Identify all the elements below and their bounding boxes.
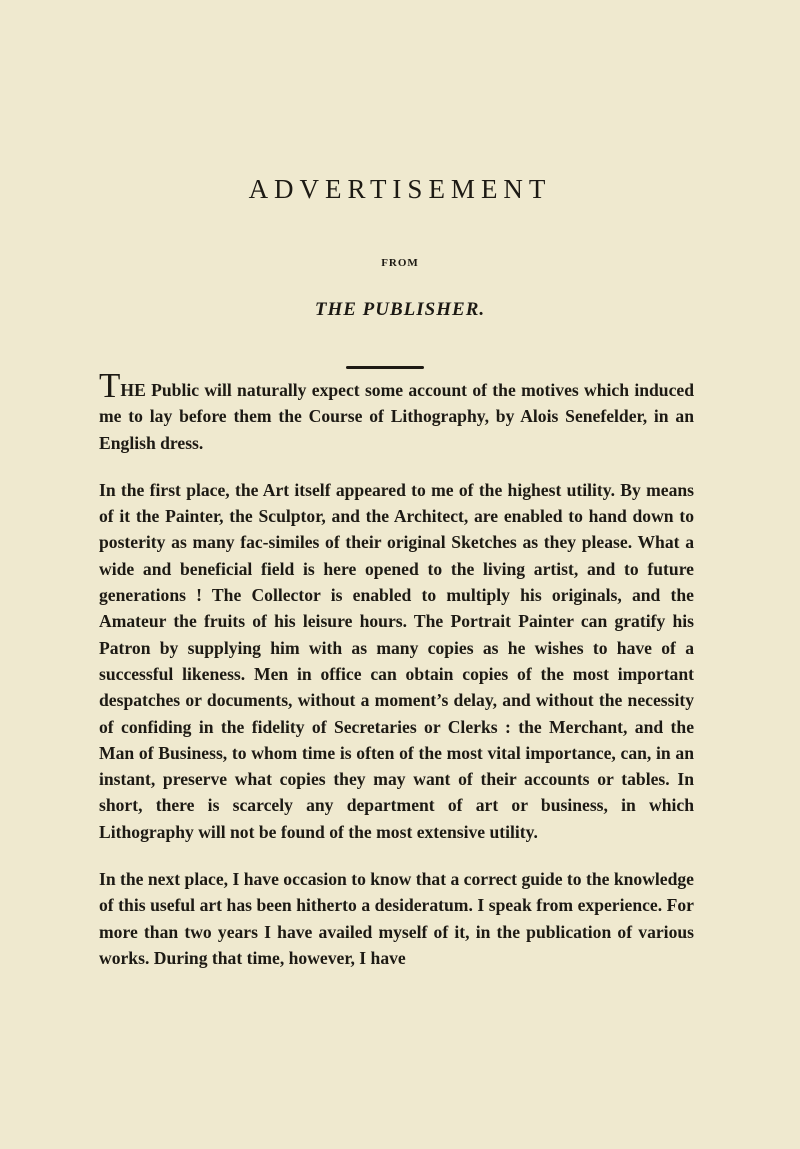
subheading-publisher: THE PUBLISHER. [314, 299, 486, 320]
subheading-from: FROM [381, 257, 419, 269]
paragraph-guide: In the next place, I have occasion to know that a correct guide to the knowledge of this useful art has been hitherto a desideratum. I speak from experience. For more than two years I have availed myself of it, in the publication of various works. During that time, however, I have [99, 869, 694, 968]
divider-rule [346, 366, 424, 369]
drop-cap: T [99, 366, 121, 405]
body-text [99, 366, 694, 971]
paragraph-utility: In the first place, the Art itself appeared to me of the highest utility. By means of it the Painter, the Sculptor, and the Architect, are enabled to hand down to posterity as many fac-similes of their original Sketches as they please. What a wide and beneficial field is here opened to the living artist, and to future generations ! The Collector is enabled to multiply his originals, and the Amateur the fruits of his leisure hours. The Portrait Painter can gratify his Patron by supplying him with as many copies as he wishes to have of a successful likeness. Men in office can obtain copies of the most important despatches or documents, without a moment’s delay, and without the necessity of confiding in the fidelity of Secretaries or Clerks : the Merchant, and the Man of Business, to whom time is often of the most vital importance, can, in an instant, preserve what copies they may want of their accounts or tables. In short, there is scarcely any department of art or business, in which Lithography will not be found of the most extensive utility. [99, 479, 694, 842]
paragraph-intro [99, 366, 694, 456]
page-heading: ADVERTISEMENT [248, 174, 552, 204]
paragraph-intro-text: HE Public will naturally expect some account of the motives which induced me to lay before them the Course of Lithography, by Alois Senefelder, in an English dress. [99, 380, 694, 453]
